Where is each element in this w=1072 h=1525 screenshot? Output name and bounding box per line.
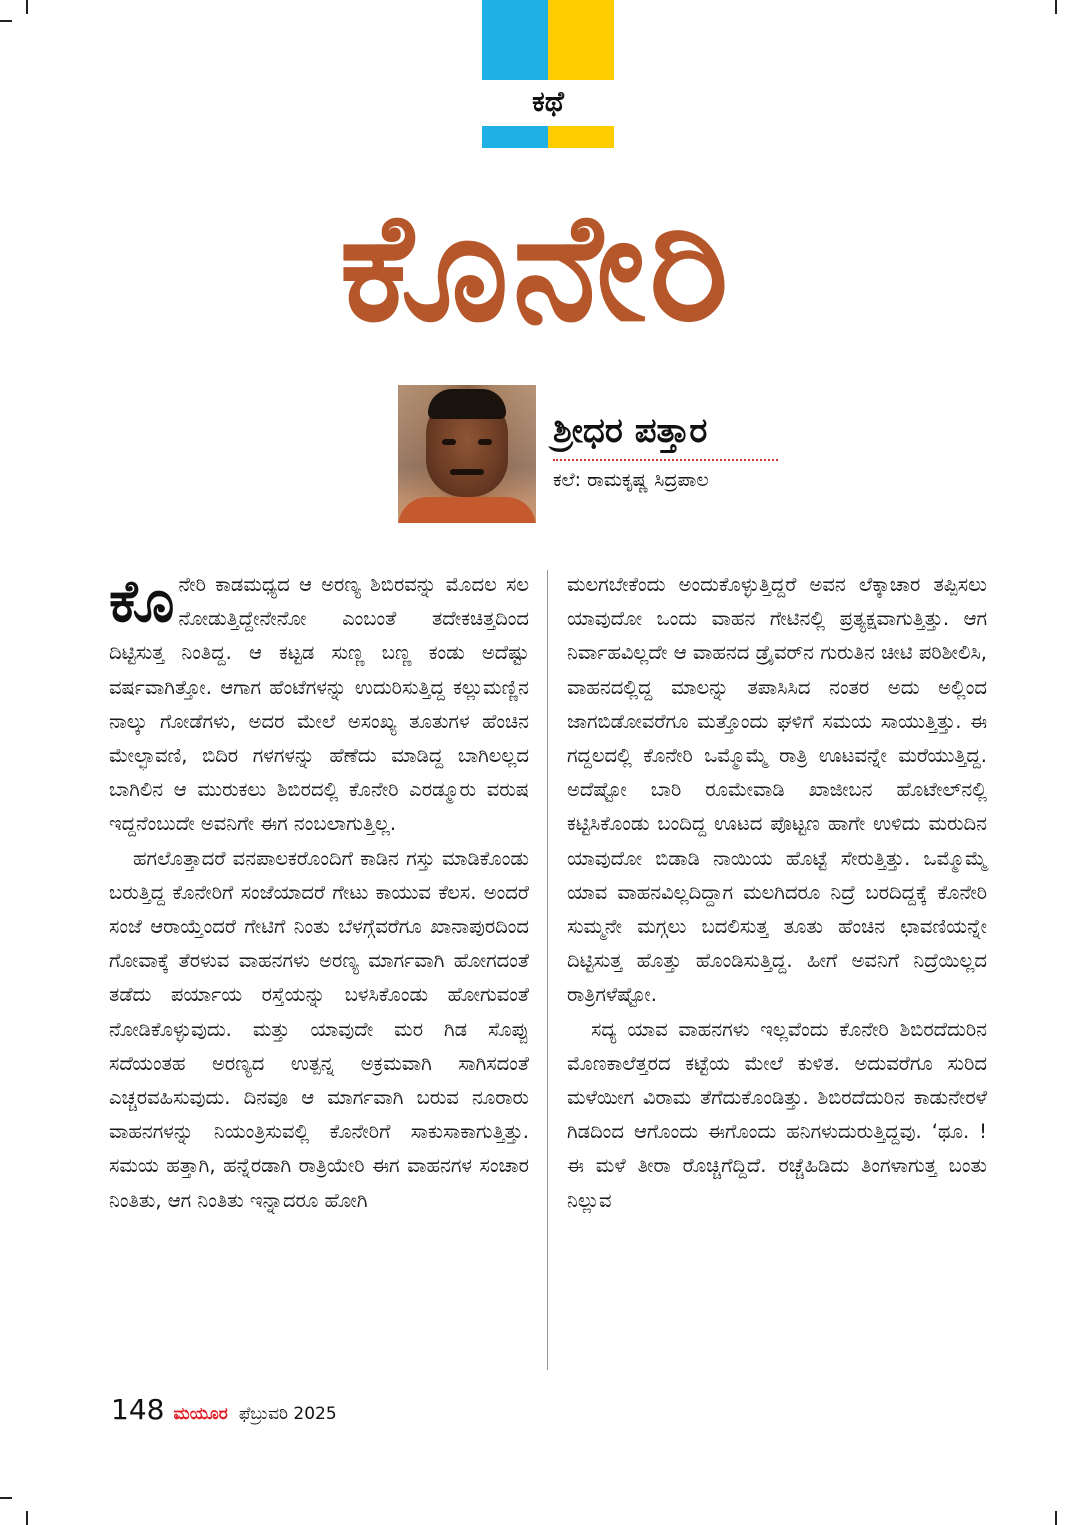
page-footer (111, 1392, 337, 1428)
paragraph-text: ನೇರಿ ಕಾಡಮಧ್ಯದ ಆ ಅರಣ್ಯ ಶಿಬಿರವನ್ನು ಮೊದಲ ಸಲ ನೋಡುತ್ತಿದ್ದೇನೇನೋ ಎಂಬಂತೆ ತದೇಕಚಿತ್ತದಿಂದ ದಿಟ್ಟಿಸುತ್ತ ನಿಂತಿದ್ದ. ಆ ಕಟ್ಟಡ ಸುಣ್ಣ ಬಣ್ಣ ಕಂಡು ಅದೆಷ್ಟು ವರ್ಷವಾಗಿತ್ತೋ. ಆಗಾಗ ಹೆಂಟೆಗಳನ್ನು ಉದುರಿಸುತ್ತಿದ್ದ ಕಲ್ಲುಮಣ್ಣಿನ ನಾಲ್ಕು ಗೋಡೆಗಳು, ಅದರ ಮೇಲೆ ಅಸಂಖ್ಯ ತೂತುಗಳ ಹೆಂಚಿನ ಮೇಲ್ಛಾವಣಿ, ಬಿದಿರ ಗಳಗಳನ್ನು ಹೆಣೆದು ಮಾಡಿದ್ದ ಬಾಗಿಲಲ್ಲದ ಬಾಗಿಲಿನ ಆ ಮುರುಕಲು ಶಿಬಿರದಲ್ಲಿ ಕೊನೇರಿ ಎರಡ್ಮೂರು ವರುಷ ಇದ್ದನೆಂಬುದೇ ಅವನಿಗೇ ಈಗ ನಂಬಲಾಗುತ್ತಿಲ್ಲ. (109, 573, 529, 836)
category-banner (482, 0, 614, 148)
paragraph: ಮಲಗಬೇಕೆಂದು ಅಂದುಕೊಳ್ಳುತ್ತಿದ್ದರೆ ಅವನ ಲೆಕ್ಕಾಚಾರ ತಪ್ಪಿಸಲು ಯಾವುದೋ ಒಂದು ವಾಹನ ಗೇಟಿನಲ್ಲಿ ಪ್ರತ್ಯಕ್ಷವಾಗುತ್ತಿತ್ತು. ಆಗ ನಿರ್ವಾಹವಿಲ್ಲದೇ ಆ ವಾಹನದ ಡ್ರೈವರ್‌ನ ಗುರುತಿನ ಚೀಟಿ ಪರಿಶೀಲಿಸಿ, ವಾಹನದಲ್ಲಿದ್ದ ಮಾಲನ್ನು ತಪಾಸಿಸಿದ ನಂತರ ಅದು ಅಲ್ಲಿಂದ ಜಾಗಬಿಡೋವರೆಗೂ ಮತ್ತೊಂದು ಘಳಿಗೆ ಸಮಯ ಸಾಯುತ್ತಿತ್ತು. ಈ ಗದ್ದಲದಲ್ಲಿ ಕೊನೇರಿ ಒಮ್ಮೊಮ್ಮೆ ರಾತ್ರಿ ಊಟವನ್ನೇ ಮರೆಯುತ್ತಿದ್ದ. ಅದೆಷ್ಟೋ ಬಾರಿ ರೂಮೇವಾಡಿ ಖಾಜೀಬನ ಹೊಟೇಲ್‌ನಲ್ಲಿ ಕಟ್ಟಿಸಿಕೊಂಡು ಬಂದಿದ್ದ ಊಟದ ಪೊಟ್ಟಣ ಹಾಗೇ ಉಳಿದು ಮರುದಿನ ಯಾವುದೋ ಬಿಡಾಡಿ ನಾಯಿಯ ಹೊಟ್ಟೆ ಸೇರುತ್ತಿತ್ತು. ಒಮ್ಮೊಮ್ಮೆ ಯಾವ ವಾಹನವಿಲ್ಲದಿದ್ದಾಗ ಮಲಗಿದರೂ ನಿದ್ರೆ ಬರದಿದ್ದಕ್ಕೆ ಕೊನೇರಿ ಸುಮ್ಮನೇ ಮಗ್ಗಲು ಬದಲಿಸುತ್ತ ತೂತು ಹೆಂಚಿನ ಛಾವಣಿಯನ್ನೇ ದಿಟ್ಟಿಸುತ್ತ ಹೊತ್ತು ಹೊಂಡಿಸುತ್ತಿದ್ದ. ಹೀಗೆ ಅವನಿಗೆ ನಿದ್ರೆಯಿಲ್ಲದ ರಾತ್ರಿಗಳೆಷ್ಟೋ. (567, 573, 987, 1007)
left-column (109, 568, 529, 1218)
author-portrait-icon (398, 385, 536, 523)
crop-mark (0, 20, 12, 22)
magazine-logo: ಮಯೂರ (173, 1404, 228, 1424)
banner-yellow-block (548, 0, 614, 80)
paragraph (109, 568, 529, 842)
author-name: ಶ್ರೀಧರ ಪತ್ತಾರ (553, 411, 708, 451)
crop-mark (1055, 0, 1057, 14)
crop-mark (1055, 1511, 1057, 1525)
banner-yellow-strip (548, 126, 614, 148)
category-label: ಕಥೆ (532, 85, 564, 118)
story-title: ಕೊನೇರಿ (339, 181, 733, 355)
paragraph: ಸದ್ಯ ಯಾವ ವಾಹನಗಳು ಇಲ್ಲವೆಂದು ಕೊನೇರಿ ಶಿಬಿರದೆದುರಿನ ಮೊಣಕಾಲೆತ್ತರದ ಕಟ್ಟೆಯ ಮೇಲೆ ಕುಳಿತ. ಅದುವರೆಗೂ ಸುರಿದ ಮಳೆಯೀಗ ವಿರಾಮ ತೆಗೆದುಕೊಂಡಿತ್ತು. ಶಿಬಿರದೆದುರಿನ ಕಾಡುನೇರಳೆ ಗಿಡದಿಂದ ಆಗೊಂದು ಈಗೊಂದು ಹನಿಗಳುದುರುತ್ತಿದ್ದವು. ‘ಥೂ. ! ಈ ಮಳೆ ತೀರಾ ರೊಚ್ಚಿಗೆದ್ದಿದೆ. ರಚ್ಚೆಹಿಡಿದು ತಿಂಗಳಾಗುತ್ತ ಬಂತು ನಿಲ್ಲುವ (567, 1017, 987, 1212)
paragraph: ಹಗಲೊತ್ತಾದರೆ ವನಪಾಲಕರೊಂದಿಗೆ ಕಾಡಿನ ಗಸ್ತು ಮಾಡಿಕೊಂಡು ಬರುತ್ತಿದ್ದ ಕೊನೇರಿಗೆ ಸಂಜೆಯಾದರೆ ಗೇಟು ಕಾಯುವ ಕೆಲಸ. ಅಂದರೆ ಸಂಜೆ ಆರಾಯ್ತೆಂದರೆ ಗೇಟಿಗೆ ನಿಂತು ಬೆಳಗ್ಗೆವರೆಗೂ ಖಾನಾಪುರದಿಂದ ಗೋವಾಕ್ಕೆ ತೆರಳುವ ವಾಹನಗಳು ಅರಣ್ಯ ಮಾರ್ಗವಾಗಿ ಹೋಗದಂತೆ ತಡೆದು ಪರ್ಯಾಯ ರಸ್ತೆಯನ್ನು ಬಳಸಿಕೊಂಡು ಹೋಗುವಂತೆ ನೋಡಿಕೊಳ್ಳುವುದು. ಮತ್ತು ಯಾವುದೇ ಮರ ಗಿಡ ಸೊಪ್ಪು ಸದೆಯಂತಹ ಅರಣ್ಯದ ಉತ್ಪನ್ನ ಅಕ್ರಮವಾಗಿ ಸಾಗಿಸದಂತೆ ಎಚ್ಚರವಹಿಸುವುದು. ದಿನವೂ ಆ ಮಾರ್ಗವಾಗಿ ಬರುವ ನೂರಾರು ವಾಹನಗಳನ್ನು ನಿಯಂತ್ರಿಸುವಲ್ಲಿ ಕೊನೇರಿಗೆ ಸಾಕುಸಾಕಾಗುತ್ತಿತ್ತು. ಸಮಯ ಹತ್ತಾಗಿ, ಹನ್ನೆರಡಾಗಿ ರಾತ್ರಿಯೇರಿ ಈಗ ವಾಹನಗಳ ಸಂಚಾರ ನಿಂತಿತು, ಆಗ ನಿಂತಿತು ಇನ್ನಾದರೂ ಹೋಗಿ (109, 846, 529, 1212)
artist-credit: ಕಲೆ: ರಾಮಕೃಷ್ಣ ಸಿದ್ರಪಾಲ (553, 469, 709, 491)
page-number: 148 (111, 1393, 165, 1426)
right-column (567, 568, 987, 1218)
drop-cap: ಕೊ (109, 567, 175, 635)
author-divider (553, 459, 778, 461)
banner-blue-block (482, 0, 548, 80)
crop-mark (26, 1511, 28, 1525)
crop-mark (26, 0, 28, 14)
column-divider (547, 570, 548, 1370)
issue-date: ಫೆಬ್ರುವರಿ 2025 (238, 1404, 337, 1424)
banner-blue-strip (482, 126, 548, 148)
crop-mark (0, 1497, 12, 1499)
